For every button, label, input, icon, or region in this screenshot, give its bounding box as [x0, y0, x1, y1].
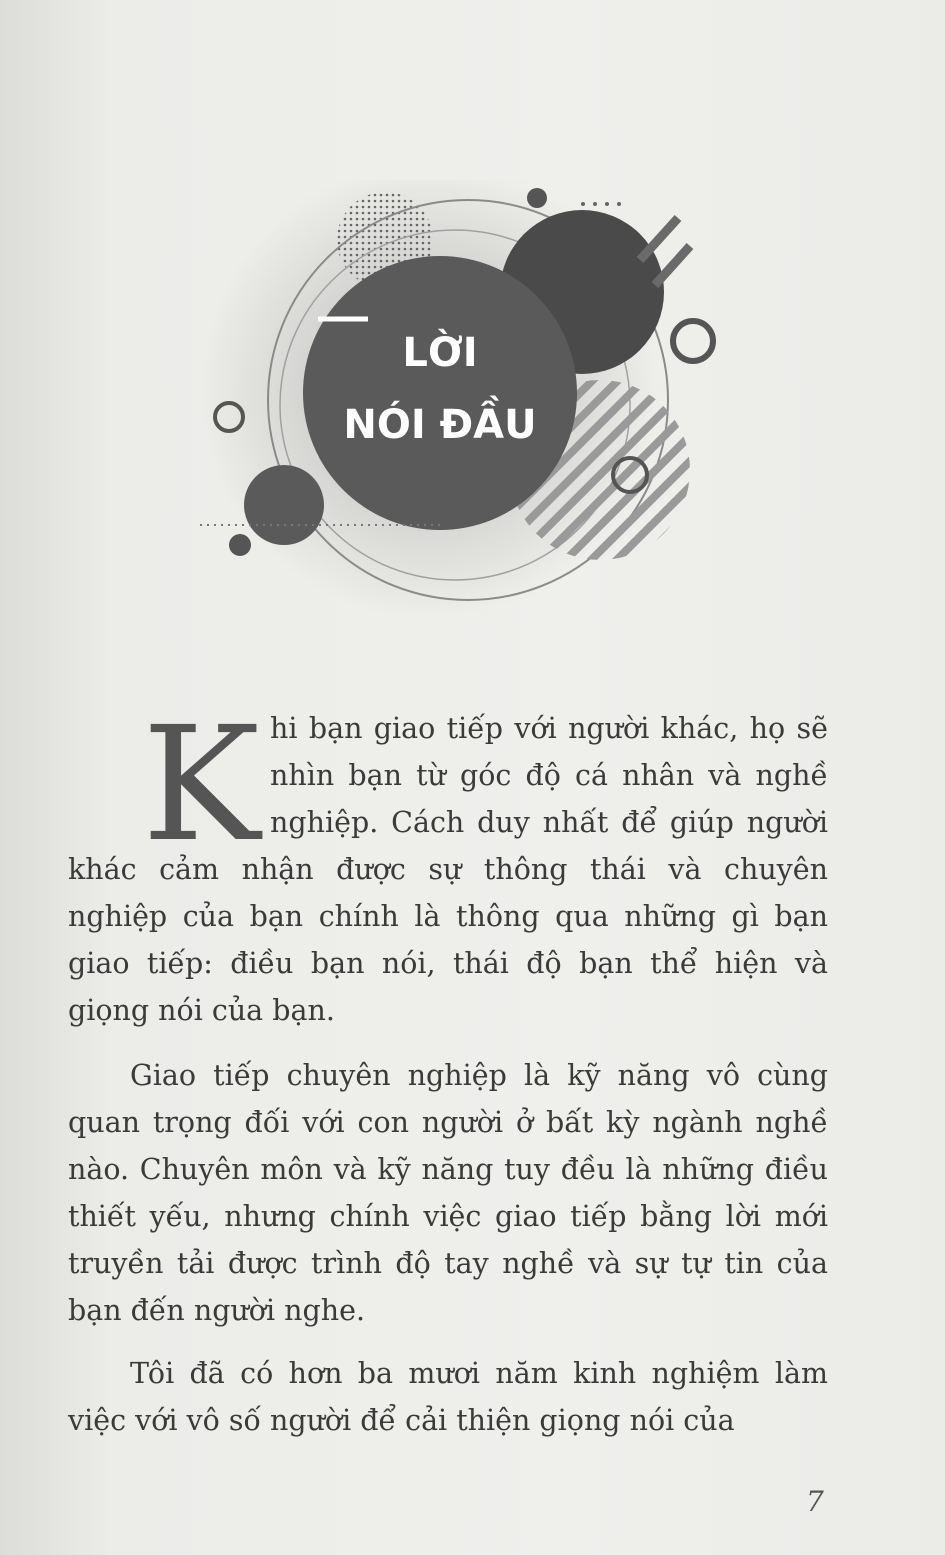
paragraph-1-text: hi bạn giao tiếp với người khác, họ sẽ nhìn bạn từ góc độ cá nhân và nghề nghiệp. Cách duy nhất để giúp người khác cảm nhận được sự thông thái và chuyên nghiệp của bạn chính là thông qua những gì bạn giao tiếp: điều bạn nói, thái độ bạn thể hiện và giọng nói của bạn. — [68, 712, 828, 1027]
dot-left — [229, 534, 251, 556]
drop-cap: K — [142, 693, 261, 877]
paragraph-3: Tôi đã có hơn ba mươi năm kinh nghiệm làm việc với vô số người để cải thiện giọng nói của — [68, 1357, 828, 1437]
chapter-title-line2: NÓI ĐẦU — [343, 402, 537, 448]
dot-top — [527, 188, 547, 208]
page-number: 7 — [806, 1485, 824, 1518]
header-decoration — [200, 180, 760, 620]
small-ring-right — [673, 321, 713, 361]
dark-circle-left — [244, 465, 324, 545]
paragraph-2: Giao tiếp chuyên nghiệp là kỹ năng vô cùng quan trọng đối với con người ở bất kỳ ngành nghề nào. Chuyên môn và kỹ năng tuy đều là những điều thiết yếu, nhưng chính việc giao tiếp bằng lời mới truyền tải được trình độ tay nghề và sự tự tin của bạn đến người nghe. — [68, 1059, 828, 1327]
main-title-circle — [303, 256, 577, 530]
chapter-title-line1: LỜI — [402, 330, 478, 376]
paragraph-1 — [68, 693, 828, 1034]
dot-row — [581, 202, 621, 206]
